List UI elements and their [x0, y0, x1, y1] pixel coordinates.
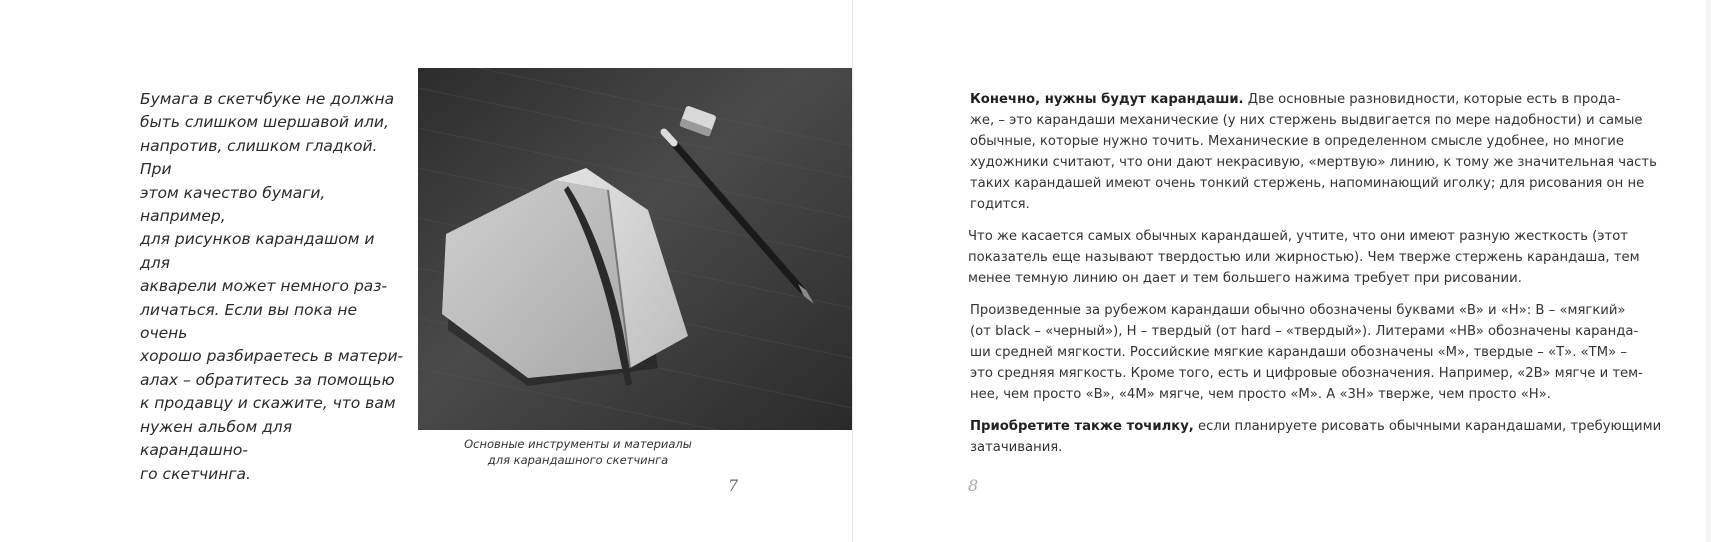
paragraph-line: ши средней мягкости. Российские мягкие карандаши обозначены «М», твердые – «Т». «ТМ» – [970, 345, 1627, 360]
caption-line: Основные инструменты и материалы [464, 437, 692, 451]
paragraph-markings [970, 300, 1643, 405]
side-note-line: быть слишком шершавой или, [140, 113, 389, 132]
paragraph-line: показатель еще называют твердостью или жирностью). Чем тверже стержень карандаша, тем [968, 250, 1640, 265]
body-text [968, 89, 1662, 469]
page-gutter [852, 0, 853, 542]
paragraph-line: годится. [970, 197, 1030, 212]
line-rest: если планируете рисовать обычными карандашами, требующими [1193, 419, 1662, 434]
paragraph-hardness [968, 226, 1640, 289]
side-note-line: алах – обратитесь за помощью [140, 370, 395, 389]
side-note-line: этом качество бумаги, например, [140, 183, 326, 226]
paragraph-line: это средняя мягкость. Кроме того, есть и цифровые обозначения. Например, «2B» мягче и тем- [970, 366, 1643, 381]
side-note-line: го скетчинга. [140, 464, 251, 483]
paragraph-line: таких карандашей имеют очень тонкий стержень, напоминающий иголку; для рисования он не [970, 176, 1645, 191]
paragraph-line: Что же касается самых обычных карандашей, учтите, что они имеют разную жесткость (этот [968, 229, 1628, 244]
lead-phrase: Конечно, нужны будут карандаши. [970, 92, 1244, 107]
side-note-line: акварели может немного раз- [140, 277, 388, 296]
side-note-line: нужен альбом для карандашно- [140, 417, 293, 460]
page-edge [1706, 0, 1711, 542]
side-note-line: к продавцу и скажите, что вам [140, 394, 396, 413]
side-note-line: для рисунков карандашом и для [140, 230, 375, 272]
side-note-line: личаться. Если вы пока не очень [140, 300, 358, 343]
paragraph-line: же, – это карандаши механические (у них стержень выдвигается по мере надобности) и самые [970, 113, 1643, 128]
side-note-line: хорошо разбираетесь в матери- [140, 347, 404, 366]
photo-caption [440, 436, 716, 468]
side-note [140, 88, 404, 486]
paragraph-line [970, 89, 1626, 110]
side-note-line: напротив, слишком гладкой. При [140, 136, 378, 179]
paragraph-sharpener [970, 416, 1662, 458]
paragraph-line: затачивания. [970, 440, 1063, 455]
paragraph-line: художники считают, что они дают некрасивую, «мертвую» линию, к тому же значительная часть [970, 155, 1657, 170]
paragraph-line: (от black – «черный»), H – твердый (от hard – «твердый»). Литерами «HB» обозначены каранда- [970, 324, 1639, 339]
paragraph-line: Произведенные за рубежом карандаши обычно обозначены буквами «B» и «H»: B – «мягкий» [970, 303, 1626, 318]
notebook-photo [418, 68, 852, 430]
line-rest: Две основные разновидности, которые есть в прода- [1243, 92, 1621, 107]
paragraph-line: обычные, которые нужно точить. Механические в определенном смысле удобнее, но многие [970, 134, 1624, 149]
paragraph-line [970, 416, 1662, 437]
caption-line: для карандашного скетчинга [487, 453, 669, 467]
lead-phrase: Приобретите также точилку, [970, 419, 1194, 434]
paragraph-line: менее темную линию он дает и тем большего нажима требует при рисовании. [968, 271, 1522, 286]
page-number-left: 7 [728, 476, 739, 495]
page-number-right: 8 [968, 476, 979, 495]
side-note-line: Бумага в скетчбуке не должна [140, 90, 395, 108]
paragraph-pencils [970, 89, 1657, 215]
paragraph-line: нее, чем просто «B», «4М» мягче, чем просто «М». А «3Н» тверже, чем просто «Н». [970, 387, 1551, 402]
